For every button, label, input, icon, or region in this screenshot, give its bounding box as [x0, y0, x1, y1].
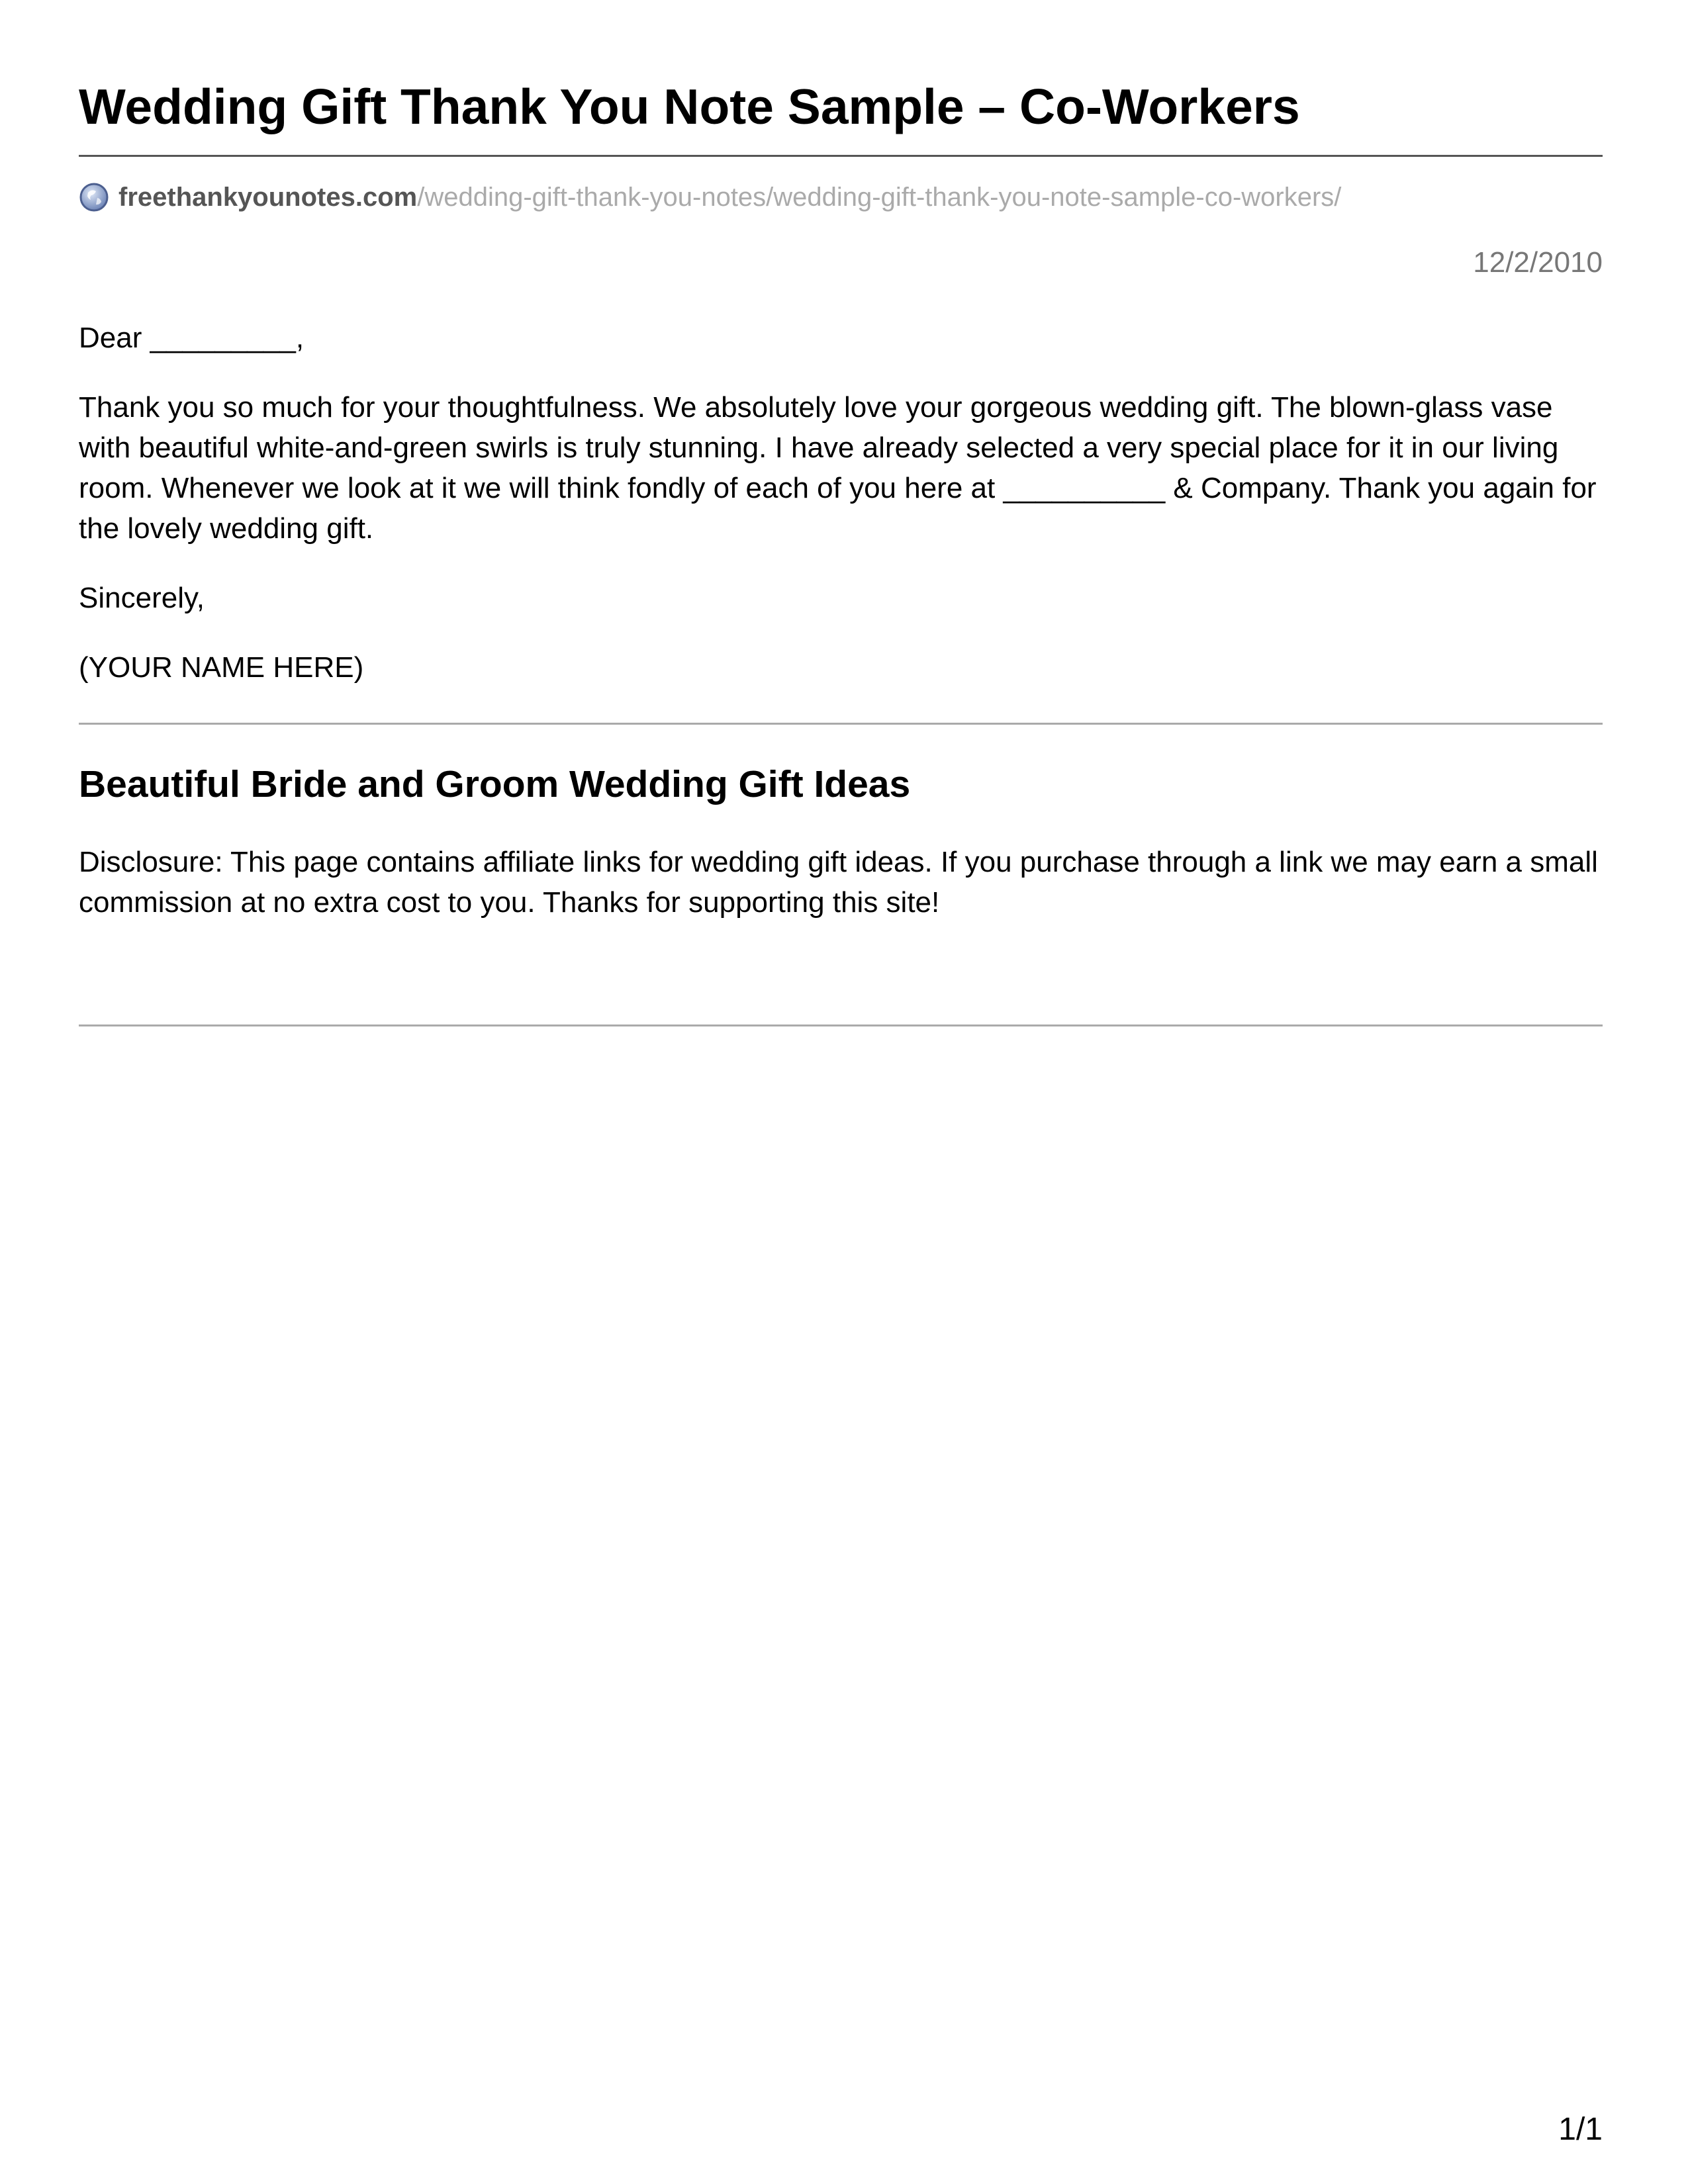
letter-signature: (YOUR NAME HERE)	[79, 651, 364, 684]
page-number: 1/1	[1558, 2112, 1603, 2147]
section-divider-bottom	[79, 1024, 1603, 1026]
letter-closing: Sincerely,	[79, 582, 205, 614]
letter-greeting: Dear _________,	[79, 322, 305, 354]
source-path: /wedding-gift-thank-you-notes/wedding-gift-thank-you-note-sample-co-workers/	[417, 182, 1342, 212]
section-divider-top	[79, 723, 1603, 725]
document-page	[79, 0, 1603, 2184]
letter-body	[79, 318, 1603, 717]
source-link[interactable]	[79, 177, 1341, 217]
source-domain: freethankyounotes.com	[118, 182, 418, 212]
disclosure-text: Disclosure: This page contains affiliate links for wedding gift ideas. If you purchase through a link we may earn a small commission at no extra cost to you. Thanks for supporting this site!	[79, 846, 1598, 919]
page-title: Wedding Gift Thank You Note Sample – Co-Workers	[79, 79, 1300, 134]
globe-icon	[79, 182, 109, 212]
letter-paragraph: Thank you so much for your thoughtfulness. We absolutely love your gorgeous wedding gift. The blown-glass vase with beautiful white-and-green swirls is truly stunning. I have already selected a very special place for it in our living room. Whenever we look at it we will think fondly of each of you here at __________ & Company. Thank you again for the lovely wedding gift.	[79, 391, 1597, 545]
document-date: 12/2/2010	[1473, 246, 1603, 279]
section-title: Beautiful Bride and Groom Wedding Gift Ideas	[79, 763, 911, 805]
title-divider	[79, 155, 1603, 157]
